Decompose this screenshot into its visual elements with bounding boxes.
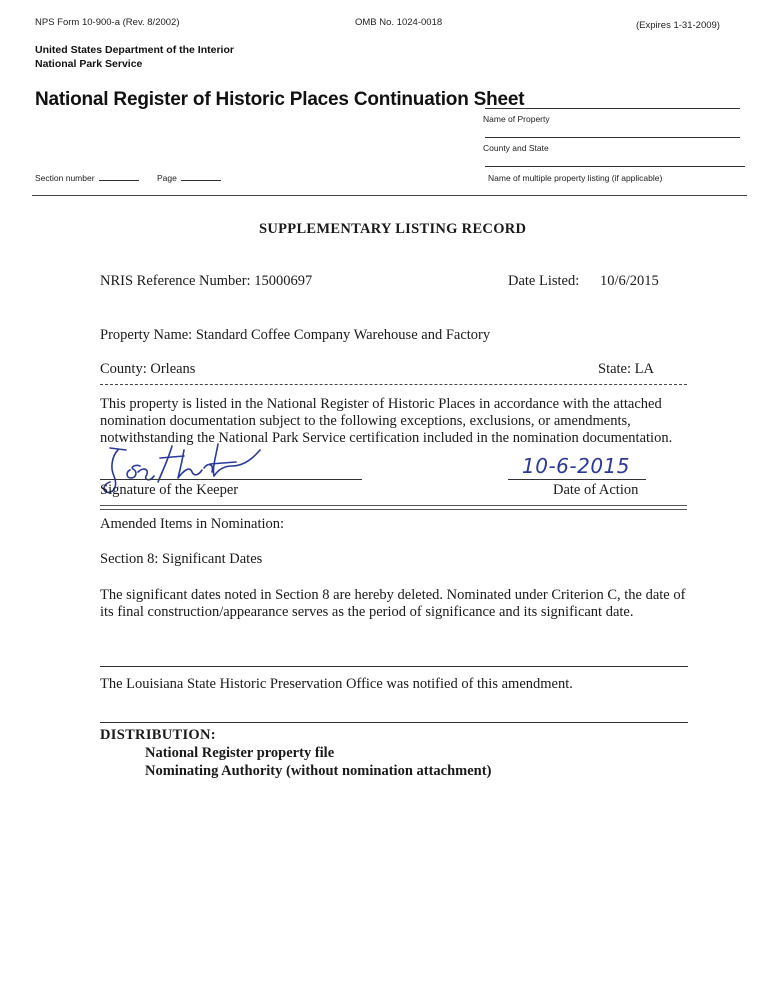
- nris-label: NRIS Reference Number:: [100, 273, 251, 289]
- state-label: State:: [598, 361, 632, 377]
- date-of-action-label: Date of Action: [553, 482, 639, 498]
- multiple-listing-line: [485, 166, 745, 167]
- page-title: National Register of Historic Places Continuation Sheet: [35, 89, 525, 110]
- nris-value: 15000697: [254, 273, 313, 289]
- page-blank: [181, 170, 221, 181]
- distribution-heading: DISTRIBUTION:: [100, 727, 216, 743]
- notification-rule: [100, 666, 688, 667]
- county: [100, 361, 195, 378]
- nris-reference: [100, 273, 312, 290]
- county-label: County:: [100, 361, 147, 377]
- header-divider: [32, 195, 747, 196]
- name-of-property-line: [485, 108, 740, 109]
- name-of-property-label: Name of Property: [483, 114, 550, 124]
- signature-line: [100, 479, 362, 480]
- county-state-line: [485, 137, 740, 138]
- distribution-item-nominating-authority: Nominating Authority (without nomination attachment): [145, 763, 492, 779]
- signature-label: Signature of the Keeper: [100, 482, 239, 498]
- amended-items-heading: Amended Items in Nomination:: [100, 516, 285, 532]
- handwritten-date: 10-6-2015: [522, 454, 631, 478]
- form-number: NPS Form 10-900-a (Rev. 8/2002): [35, 17, 180, 28]
- date-of-action-line: [508, 479, 646, 480]
- page-label: Page: [157, 173, 177, 183]
- section-number-field: [35, 170, 139, 183]
- county-value: Orleans: [150, 361, 196, 377]
- county-state-label: County and State: [483, 143, 549, 153]
- state: [598, 361, 654, 378]
- double-divider: [100, 505, 687, 510]
- property-name-label: Property Name:: [100, 327, 193, 343]
- listing-statement: This property is listed in the National Register of Historic Places in accordance with the attached nomination documentation subject to the following exceptions, exclusions, or amendments, notwithstanding the National Park Service certification included in the nomination documentation.: [100, 396, 673, 446]
- distribution-item-property-file: National Register property file: [145, 745, 335, 761]
- page-field: [157, 170, 221, 183]
- property-name: [100, 327, 490, 344]
- shpo-notification: The Louisiana State Historic Preservation Office was notified of this amendment.: [100, 676, 573, 692]
- state-value: LA: [634, 361, 654, 377]
- distribution-rule: [100, 722, 688, 723]
- dashed-divider: [100, 384, 687, 385]
- section-number-label: Section number: [35, 173, 95, 183]
- omb-number: OMB No. 1024-0018: [355, 17, 443, 28]
- section-number-blank: [99, 170, 139, 181]
- expiration-date: (Expires 1-31-2009): [636, 20, 720, 31]
- agency-department: United States Department of the Interior: [35, 44, 234, 56]
- amended-section: Section 8: Significant Dates: [100, 551, 263, 567]
- multiple-listing-label: Name of multiple property listing (if applicable): [488, 173, 663, 183]
- agency-service: National Park Service: [35, 58, 143, 70]
- date-listed-label: Date Listed:: [508, 273, 580, 289]
- property-name-value: Standard Coffee Company Warehouse and Factory: [195, 327, 491, 343]
- date-listed-value: 10/6/2015: [600, 273, 659, 289]
- amendment-text: The significant dates noted in Section 8 are hereby deleted. Nominated under Criterion C, the date of its final construction/appearance serves as the period of significance and its significant date.: [100, 587, 686, 620]
- record-heading: SUPPLEMENTARY LISTING RECORD: [259, 221, 527, 237]
